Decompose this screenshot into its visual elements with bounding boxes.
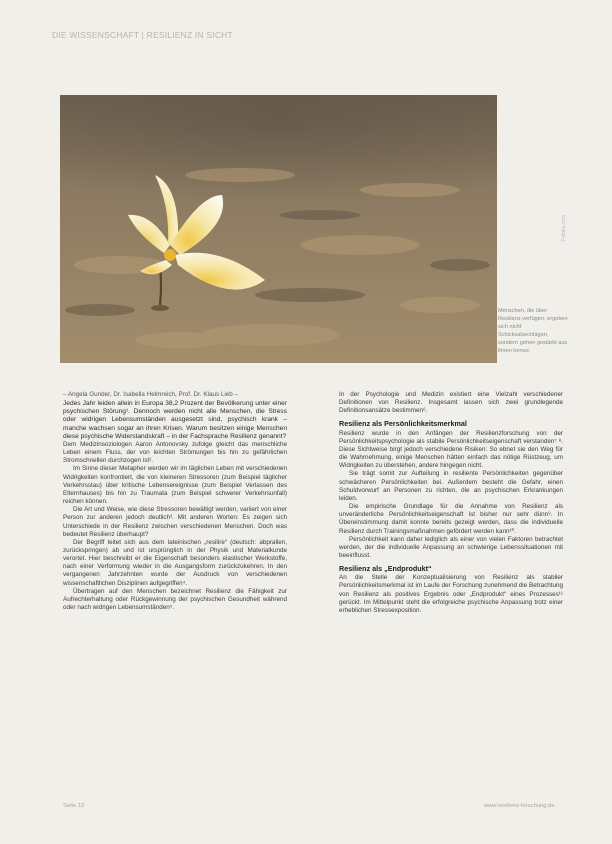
photo-caption: Menschen, die über Resilienz verfügen, ergeben sich nicht Schicksalsschlägen, sondern gehen gestärkt aus ihnen hervor. xyxy=(498,308,568,354)
body-paragraph: Persönlichkeit kann daher lediglich als einer von vielen Faktoren betrachtet werden, der die individuelle Anpassung an schwierige Lebenssituationen mit beeinflusst. xyxy=(339,535,563,559)
article-authors: – Angela Gunder, Dr. Isabella Helmreich, Prof. Dr. Klaus Lieb – xyxy=(63,391,239,398)
article-column-left xyxy=(63,391,287,612)
body-paragraph: Sie trägt somit zur Aufteilung in resiliente Persönlichkeiten gegenüber schwächeren Persönlichkeiten bei. Außerdem besteht die Gefahr, einen Schuldvorwurf an Personen zu richten, die an psychischen Erkrankungen leiden. xyxy=(339,470,563,502)
page-header: DIE WISSENSCHAFT | RESILIENZ IN SICHT xyxy=(52,30,233,40)
body-paragraph: In der Psychologie und Medizin existiert eine Vielzahl verschiedener Definitionen von Resilienz. Insgesamt lassen sich zwei grundlegende Definitionsansätze bestimmen⁶. xyxy=(339,391,563,415)
body-paragraph: An die Stelle der Konzeptualisierung von Resilienz als stabiler Persönlichkeitsmerkmal ist im Laufe der Forschung zunehmend die Betrachtung von Resilienz als positives Ergebnis oder „Endprodukt“ eines Prozesses¹¹ gerückt. Im Mittelpunkt steht die erfolgreiche psychische Anpassung trotz einer erheblichen Stressexposition. xyxy=(339,574,563,614)
body-paragraph: Die Art und Weise, wie diese Stressoren bewältigt werden, variiert von einer Person zur anderen jedoch deutlich³. Mit anderen Worten: Es zeigen sich Unterschiede in der Resilienz zwischen verschiedenen Menschen. Doch was bedeutet Resilienz überhaupt? xyxy=(63,506,287,538)
section-heading-personality: Resilienz als Persönlichkeitsmerkmal xyxy=(339,419,467,429)
page-number: Seite 12 xyxy=(63,803,85,809)
body-paragraph: Der Begriff leitet sich aus dem lateinischen „resilire“ (deutsch: abprallen, zurückspringen) ab und ist ursprünglich in der Physik und Materialkunde verortet. Hier beschreibt er die Eigenschaft besonders elastischer Werkstoffe, nach einer Verformung wieder in die Ausgangsform zurückzukehren. In den vergangenen Jahrzehnten wurde der Ausdruck von verschiedenen wissenschaftlichen Disziplinen aufgegriffen⁴. xyxy=(63,538,287,587)
flower-on-dry-soil-image xyxy=(60,95,497,363)
photo-credit: Fotolia.com xyxy=(561,215,567,241)
body-paragraph: Die empirische Grundlage für die Annahme von Resilienz als unveränderliche Persönlichkeitseigenschaft ist bisher nur sehr dünn⁹. In Übereinstimmung damit konnte bereits gezeigt werden, dass die individuelle Resilienz durch Trainingsmaßnahmen gefördert werden kann¹⁰. xyxy=(339,503,563,535)
section-heading-endproduct: Resilienz als „Endprodukt“ xyxy=(339,564,432,574)
footer-url: www.resilienz-forschung.de xyxy=(484,803,555,809)
article-column-right xyxy=(339,391,563,615)
body-paragraph: Im Sinne dieser Metapher werden wir im täglichen Leben mit verschiedenen Widrigkeiten konfrontiert, die von kleineren Stressoren (zum Beispiel täglicher Verkehrsstau) über kritische Lebensereignisse (zum Beispiel Verlassen des Elternhauses) bis hin zu Traumata (zum Beispiel schwerer Verkehrsunfall) reichen können. xyxy=(63,465,287,506)
article-lead: Jedes Jahr leiden allein in Europa 38,2 Prozent der Bevölkerung unter einer psychischen Störung¹. Dennoch werden nicht alle Menschen, die Stress oder widrigen Lebensumständen ausgesetzt sind, psychisch krank – manche wachsen sogar an ihren Krisen. Warum besitzen einige Menschen diese psychische Widerstandskraft – in der Fachsprache Resilienz genannt? xyxy=(63,400,287,440)
body-paragraph: Resilienz wurde in den Anfängen der Resilienzforschung von der Persönlichkeitspsychologie als stabile Persönlichkeitseigenschaft verstanden⁷ ⁸. Diese Sichtweise birgt jedoch verschiedene Risiken: So ebnet sie den Weg für die Wahrnehmung, einige Menschen hätten einfach das nötige Rüstzeug, um Widrigkeiten zu überstehen, andere hingegen nicht. xyxy=(339,429,563,470)
body-paragraph: Übertragen auf den Menschen bezeichnet Resilienz die Fähigkeit zur Aufrechterhaltung oder Rückgewinnung der psychischen Gesundheit während oder nach widrigen Lebensumständen⁵. xyxy=(63,587,287,612)
body-paragraph: Dem Medizinsoziologen Aaron Antonovsky zufolge gleicht das menschliche Leben einem Fluss, der von leichten Strömungen bis hin zu gefährlichen Stromschnellen durchzogen ist². xyxy=(63,440,287,465)
